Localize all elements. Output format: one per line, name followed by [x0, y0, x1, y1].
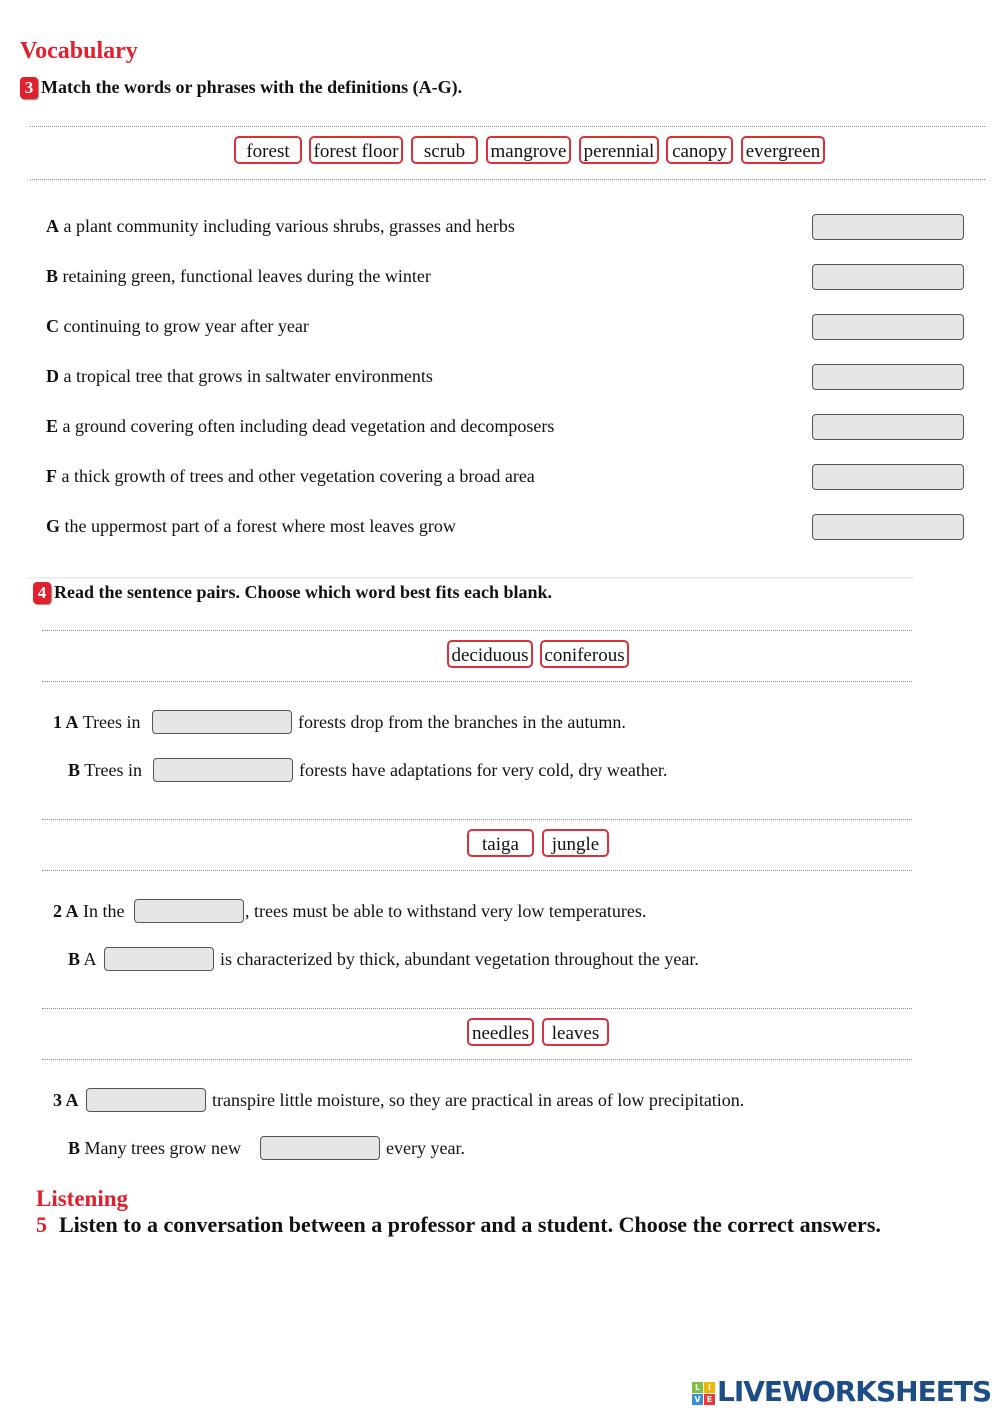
sentence-label: B — [68, 1138, 81, 1158]
word-chip-deciduous[interactable]: deciduous — [447, 640, 533, 668]
definition-letter: C — [46, 316, 59, 336]
definition-row — [46, 314, 309, 338]
word-chip-coniferous[interactable]: coniferous — [540, 640, 629, 668]
word-chip-needles[interactable]: needles — [467, 1018, 534, 1046]
divider — [42, 630, 912, 631]
instruction-text: Listen to a conversation between a professor and a student. Choose the correct answers. — [59, 1212, 881, 1237]
definition-letter: A — [46, 216, 59, 236]
liveworksheets-logo: L I V E LIVEWORKSHEETS — [692, 1375, 991, 1408]
sentence-2a-end: , trees must be able to withstand very low temperatures. — [245, 901, 647, 921]
word-chip-scrub[interactable]: scrub — [411, 136, 478, 164]
word-chip-perennial[interactable]: perennial — [579, 136, 659, 164]
listening-heading: Listening — [36, 1186, 129, 1211]
logo-tiles-icon: L I V E — [692, 1382, 715, 1405]
exercise-3-instruction — [20, 77, 462, 99]
sentence-text: Trees in — [82, 712, 141, 732]
divider — [42, 1059, 912, 1060]
answer-dropzone-B[interactable] — [812, 264, 964, 290]
blank-input-2a[interactable] — [134, 899, 244, 923]
blank-input-1a[interactable] — [152, 710, 292, 734]
definition-letter: B — [46, 266, 59, 286]
definition-row — [46, 264, 431, 288]
sentence-3a-start — [53, 1088, 79, 1112]
sentence-1b-end: forests have adaptations for very cold, dry weather. — [299, 760, 668, 780]
definition-letter: E — [46, 416, 59, 436]
instruction-text: Match the words or phrases with the definitions (A-G). — [41, 77, 463, 97]
definition-row — [46, 364, 433, 388]
sentence-1b-start — [68, 758, 142, 782]
vocabulary-heading: Vocabulary — [20, 38, 138, 64]
definition-text: continuing to grow year after year — [63, 316, 309, 336]
divider — [30, 179, 985, 180]
answer-dropzone-F[interactable] — [812, 464, 964, 490]
sentence-label: B — [68, 949, 81, 969]
definition-row — [46, 414, 554, 438]
exercise-4-instruction — [33, 582, 552, 604]
word-chip-taiga[interactable]: taiga — [467, 829, 534, 857]
sentence-label: 1 A — [53, 712, 79, 732]
sentence-2b-start — [68, 947, 97, 971]
answer-dropzone-C[interactable] — [812, 314, 964, 340]
sentence-2b-end: is characterized by thick, abundant vegetation throughout the year. — [220, 949, 699, 969]
answer-dropzone-E[interactable] — [812, 414, 964, 440]
instruction-text: Read the sentence pairs. Choose which word best fits each blank. — [54, 582, 553, 602]
exercise-number: 3 — [20, 77, 38, 99]
word-chip-forest-floor[interactable]: forest floor — [309, 136, 403, 164]
divider — [42, 681, 912, 682]
definition-text: a ground covering often including dead vegetation and decomposers — [62, 416, 555, 436]
sentence-1a-start — [53, 710, 141, 734]
sentence-text: Trees in — [84, 760, 143, 780]
blank-input-3b[interactable] — [260, 1136, 380, 1160]
definition-letter: D — [46, 366, 59, 386]
definition-text: a thick growth of trees and other vegetation covering a broad area — [61, 466, 535, 486]
sentence-3a-end: transpire little moisture, so they are practical in areas of low precipitation. — [212, 1090, 745, 1110]
word-chip-leaves[interactable]: leaves — [542, 1018, 609, 1046]
word-chip-mangrove[interactable]: mangrove — [486, 136, 571, 164]
divider — [30, 126, 985, 127]
sentence-text: A — [83, 949, 97, 969]
divider — [28, 577, 914, 579]
answer-dropzone-G[interactable] — [812, 514, 964, 540]
definition-letter: F — [46, 466, 57, 486]
sentence-1a-end: forests drop from the branches in the autumn. — [298, 712, 626, 732]
exercise-5-instruction — [36, 1212, 881, 1238]
blank-input-1b[interactable] — [153, 758, 293, 782]
divider — [42, 819, 912, 820]
sentence-label: 2 A — [53, 901, 79, 921]
definition-row — [46, 464, 535, 488]
word-chip-forest[interactable]: forest — [234, 136, 302, 164]
definition-text: the uppermost part of a forest where most leaves grow — [64, 516, 456, 536]
answer-dropzone-A[interactable] — [812, 214, 964, 240]
sentence-label: 3 A — [53, 1090, 79, 1110]
divider — [42, 1008, 912, 1009]
word-chip-jungle[interactable]: jungle — [542, 829, 609, 857]
definition-text: a tropical tree that grows in saltwater environments — [63, 366, 433, 386]
word-chip-canopy[interactable]: canopy — [666, 136, 733, 164]
blank-input-3a[interactable] — [86, 1088, 206, 1112]
answer-dropzone-D[interactable] — [812, 364, 964, 390]
definition-text: a plant community including various shrubs, grasses and herbs — [63, 216, 515, 236]
sentence-3b-start — [68, 1136, 241, 1160]
sentence-text: In the — [83, 901, 125, 921]
sentence-text: Many trees grow new — [84, 1138, 241, 1158]
definition-row — [46, 214, 515, 238]
definition-text: retaining green, functional leaves during the winter — [62, 266, 431, 286]
sentence-2a-start — [53, 899, 125, 923]
exercise-number: 4 — [33, 582, 51, 604]
definition-row — [46, 514, 456, 538]
blank-input-2b[interactable] — [104, 947, 214, 971]
sentence-3b-end: every year. — [386, 1138, 465, 1158]
divider — [42, 870, 912, 871]
exercise-number: 5 — [36, 1212, 47, 1237]
sentence-label: B — [68, 760, 81, 780]
word-chip-evergreen[interactable]: evergreen — [741, 136, 825, 164]
definition-letter: G — [46, 516, 61, 536]
